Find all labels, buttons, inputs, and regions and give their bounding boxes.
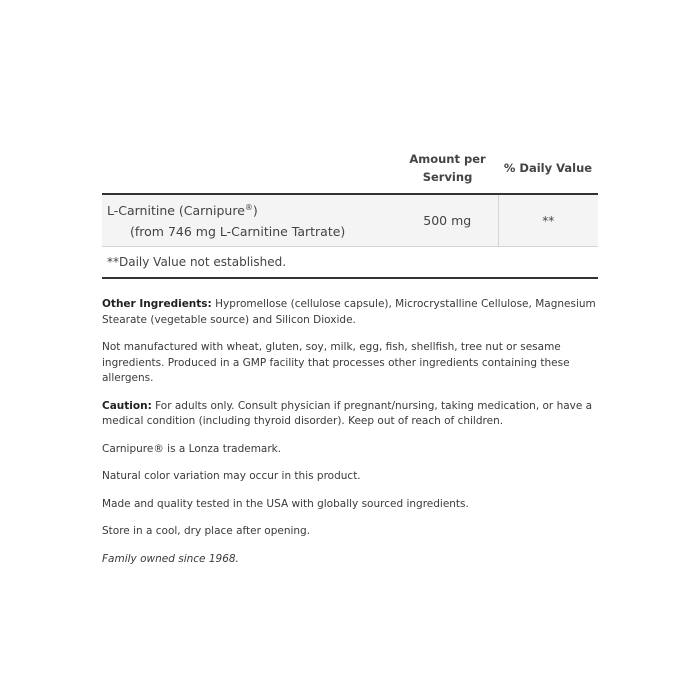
header-amount-per-serving: Amount per Serving <box>409 152 486 184</box>
other-ingredients <box>102 297 598 328</box>
caution-label: Caution: <box>102 399 152 412</box>
ingredient-amount: 500 mg <box>397 194 498 247</box>
ingredient-name-close: ) <box>252 202 258 218</box>
family-owned-statement: Family owned since 1968. <box>102 552 239 565</box>
header-daily-value: % Daily Value <box>503 161 593 175</box>
color-variation-statement: Natural color variation may occur in this product. <box>102 470 361 482</box>
header-ingredient <box>102 150 397 194</box>
caution-statement <box>102 399 598 430</box>
ingredient-name-cell <box>102 194 397 247</box>
ingredient-name: L-Carnitine (Carnipure <box>107 202 245 218</box>
footnote-row <box>102 247 598 279</box>
ingredient-source: (from 746 mg L-Carnitine Tartrate) <box>130 223 346 239</box>
storage-statement: Store in a cool, dry place after opening. <box>102 525 311 537</box>
product-info <box>102 297 598 567</box>
trademark-statement: Carnipure® is a Lonza trademark. <box>102 442 282 455</box>
allergen-statement: Not manufactured with wheat, gluten, soy, milk, egg, fish, shellfish, tree nut or sesame ingredients. Produced in a GMP facility that processes other ingredients containing these allergens. <box>102 341 570 384</box>
made-in-statement: Made and quality tested in the USA with globally sourced ingredients. <box>102 497 469 510</box>
other-ingredients-label: Other Ingredients: <box>102 298 212 310</box>
ingredient-daily-value: ** <box>498 194 598 247</box>
caution-text: For adults only. Consult physician if pregnant/nursing, taking medication, or have a medical condition (including thyroid disorder). Keep out of reach of children. <box>102 399 593 427</box>
table-header-row <box>102 150 598 194</box>
supplement-facts-table <box>102 150 598 279</box>
table-row <box>102 194 598 247</box>
supplement-facts-panel <box>102 150 598 579</box>
other-ingredients-text: Hypromellose (cellulose capsule), Microcrystalline Cellulose, Magnesium Stearate (vegetable source) and Silicon Dioxide. <box>102 298 596 326</box>
daily-value-footnote: **Daily Value not established. <box>102 247 598 279</box>
registered-mark: ® <box>244 202 253 212</box>
